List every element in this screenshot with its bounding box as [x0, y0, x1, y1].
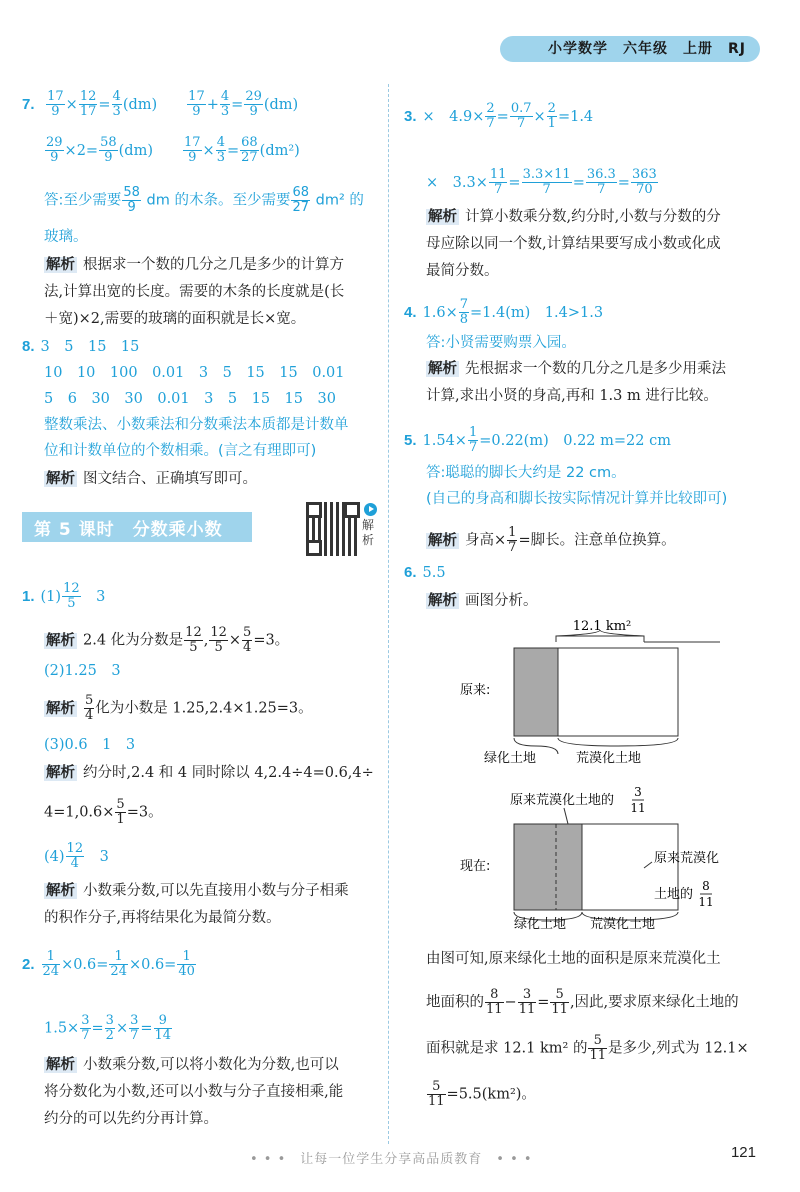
- r3-line1: 3. × 4.9× $\frac{2}{7}$ = $\frac{0.7}{7}$ × $\frac{2}{1}$ =1.4: [404, 101, 594, 131]
- svg-text:11: 11: [630, 801, 646, 815]
- footer-slogan: • • • 让每一位学生分享高品质教育 • • •: [250, 1152, 533, 1167]
- column-divider: [388, 84, 389, 1144]
- fig-orig-desert-b1: 原来荒漠化: [654, 851, 720, 866]
- l1-exp1: 解析 2.4 化为分数是 $\frac{12}{5}$ , $\frac{12}{5}$ × $\frac{5}{4}$ =3。: [46, 625, 290, 655]
- fig-orig-desert-b2: 土地的: [654, 887, 694, 902]
- q7-answer-2: 玻璃。: [44, 229, 88, 245]
- q7-line2: $\frac{29}{9}$ ×2= $\frac{58}{9}$ (dm) $\frac{17}{9}$ × $\frac{4}{3}$ = $\frac{68}{27}$ (dm²): [46, 135, 300, 165]
- conclusion-line3: 面积就是求 12.1 km² 的 $\frac{5}{11}$ 是多少,列式为 12.1×: [426, 1033, 749, 1063]
- svg-text:3: 3: [634, 785, 642, 799]
- l1-part2: (2)1.25 3: [44, 663, 121, 679]
- fig-green-label-1: 绿化土地: [484, 751, 537, 766]
- l1-exp3-line2: 4=1,0.6× $\frac{5}{1}$ =3。: [44, 797, 163, 827]
- fig-green-label-2: 绿化土地: [514, 917, 567, 932]
- q8-explanation: 解析 图文结合、正确填写即可。: [46, 471, 257, 487]
- conclusion-line2: 地面积的 $\frac{8}{11}$ − $\frac{3}{11}$ = $\frac{5}{11}$ ,因此,要求原来绿化土地的: [426, 987, 739, 1017]
- qr-label: 解析: [362, 518, 375, 547]
- r5-answer1: 答:聪聪的脚长大约是 22 cm。: [426, 465, 626, 481]
- l1-part3: (3)0.6 1 3: [44, 737, 136, 753]
- l2-explanation: 解析 小数乘分数,可以将小数化为分数,也可以 将分数化为小数,还可以小数与分子直接相乘,能 约分的可以先约分再计算。: [44, 1057, 344, 1127]
- l1-exp3-line1: 解析 约分时,2.4 和 4 同时除以 4,2.4÷4=0.6,4÷: [46, 765, 374, 781]
- play-icon: [364, 503, 377, 516]
- r6-line1: 6. 5.5: [404, 564, 446, 581]
- fig-orig-desert-a: 原来荒漠化土地的: [510, 793, 615, 808]
- l1-exp2: 解析 $\frac{5}{4}$ 化为小数是 1.25,2.4×1.25=3。: [46, 693, 313, 723]
- q7-explanation: 解析 根据求一个数的几分之几是多少的计算方 法,计算出宽的长度。需要的木条的长度就是(长 ＋宽)×2,需要的玻璃的面积就是长×宽。: [44, 257, 345, 327]
- before-green-rect: [514, 648, 558, 736]
- page-header-title: 小学数学 六年级 上册 RJ: [548, 41, 746, 57]
- r5-answer2: (自己的身高和脚长按实际情况计算并比较即可): [426, 491, 728, 507]
- r4-line1: 4. 1.6× $\frac{7}{8}$ =1.4(m) 1.4>1.3: [404, 297, 604, 327]
- q8-row1: 8. 3 5 15 15: [22, 338, 140, 355]
- q8-answer1: 整数乘法、小数乘法和分数乘法本质都是计数单: [44, 417, 349, 433]
- r6-explanation: 解析 画图分析。: [428, 593, 538, 609]
- r4-answer: 答:小贤需要购票入园。: [426, 335, 576, 351]
- r3-explanation: 解析 计算小数乘分数,约分时,小数与分数的分 母应除以同一个数,计算结果要写成小数或化成 最简分数。: [426, 209, 721, 279]
- r4-explanation: 解析 先根据求一个数的几分之几是多少用乘法 计算,求出小贤的身高,再和 1.3 m 进行比较。: [426, 361, 726, 404]
- fig-desert-label-1: 荒漠化土地: [576, 751, 642, 766]
- l1-part4: (4) $\frac{12}{4}$ 3: [44, 841, 109, 871]
- svg-text:8: 8: [702, 879, 710, 893]
- now-green-rect: [514, 824, 582, 910]
- q8-answer2: 位和计数单位的个数相乘。(言之有理即可): [44, 443, 317, 459]
- fig-now-label: 现在:: [460, 859, 491, 874]
- q8-row2: 10 10 100 0.01 3 5 15 15 0.01: [44, 365, 345, 381]
- svg-text:11: 11: [698, 895, 714, 909]
- r5-line1: 5. 1.54× $\frac{1}{7}$ =0.22(m) 0.22 m=22 cm: [404, 425, 671, 455]
- lesson-banner: 第 5 课时 分数乘小数: [22, 512, 252, 542]
- l2-line1: 2. $\frac{1}{24}$ ×0.6= $\frac{1}{24}$ ×0.6= $\frac{1}{40}$: [22, 949, 195, 979]
- l1-part1: 1. (1) $\frac{12}{5}$ 3: [22, 581, 106, 611]
- l2-line2: 1.5× $\frac{3}{7}$ = $\frac{3}{2}$ × $\frac{3}{7}$ = $\frac{9}{14}$: [44, 1013, 172, 1043]
- l1-exp4: 解析 小数乘分数,可以先直接用小数与分子相乘 的积作分子,再将结果化为最简分数。: [44, 883, 349, 926]
- conclusion-line4: $\frac{5}{11}$ =5.5(km²)。: [428, 1079, 536, 1109]
- before-desert-rect: [558, 648, 678, 736]
- q7-line1: 7. $\frac{17}{9}$ × $\frac{12}{17}$ = $\frac{4}{3}$ (dm) $\frac{17}{9}$ + $\frac{4}{3}$ = $\frac{29}{9}$ (dm): [22, 89, 299, 119]
- land-diagram: [440, 612, 720, 932]
- qr-code-icon[interactable]: [306, 502, 360, 556]
- r3-line2: × 3.3× $\frac{11}{7}$ = $\frac{3.3\times 11}{7}$ = $\frac{36.3}{7}$ = $\frac{363}{70}$: [426, 167, 657, 197]
- page-number: 121: [730, 1144, 756, 1161]
- r5-explanation: 解析 身高× $\frac{1}{7}$ =脚长。注意单位换算。: [428, 525, 676, 555]
- fig-before-label: 原来:: [460, 683, 491, 698]
- q7-answer: 答:至少需要 $\frac{58}{9}$ dm 的木条。至少需要 $\frac{68}{27}$ dm² 的: [44, 185, 364, 215]
- fig-top-label: 12.1 km²: [572, 619, 632, 634]
- fig-desert-label-2: 荒漠化土地: [590, 917, 656, 932]
- q8-row3: 5 6 30 30 0.01 3 5 15 15 30: [44, 391, 336, 407]
- conclusion-line1: 由图可知,原来绿化土地的面积是原来荒漠化土: [426, 951, 721, 967]
